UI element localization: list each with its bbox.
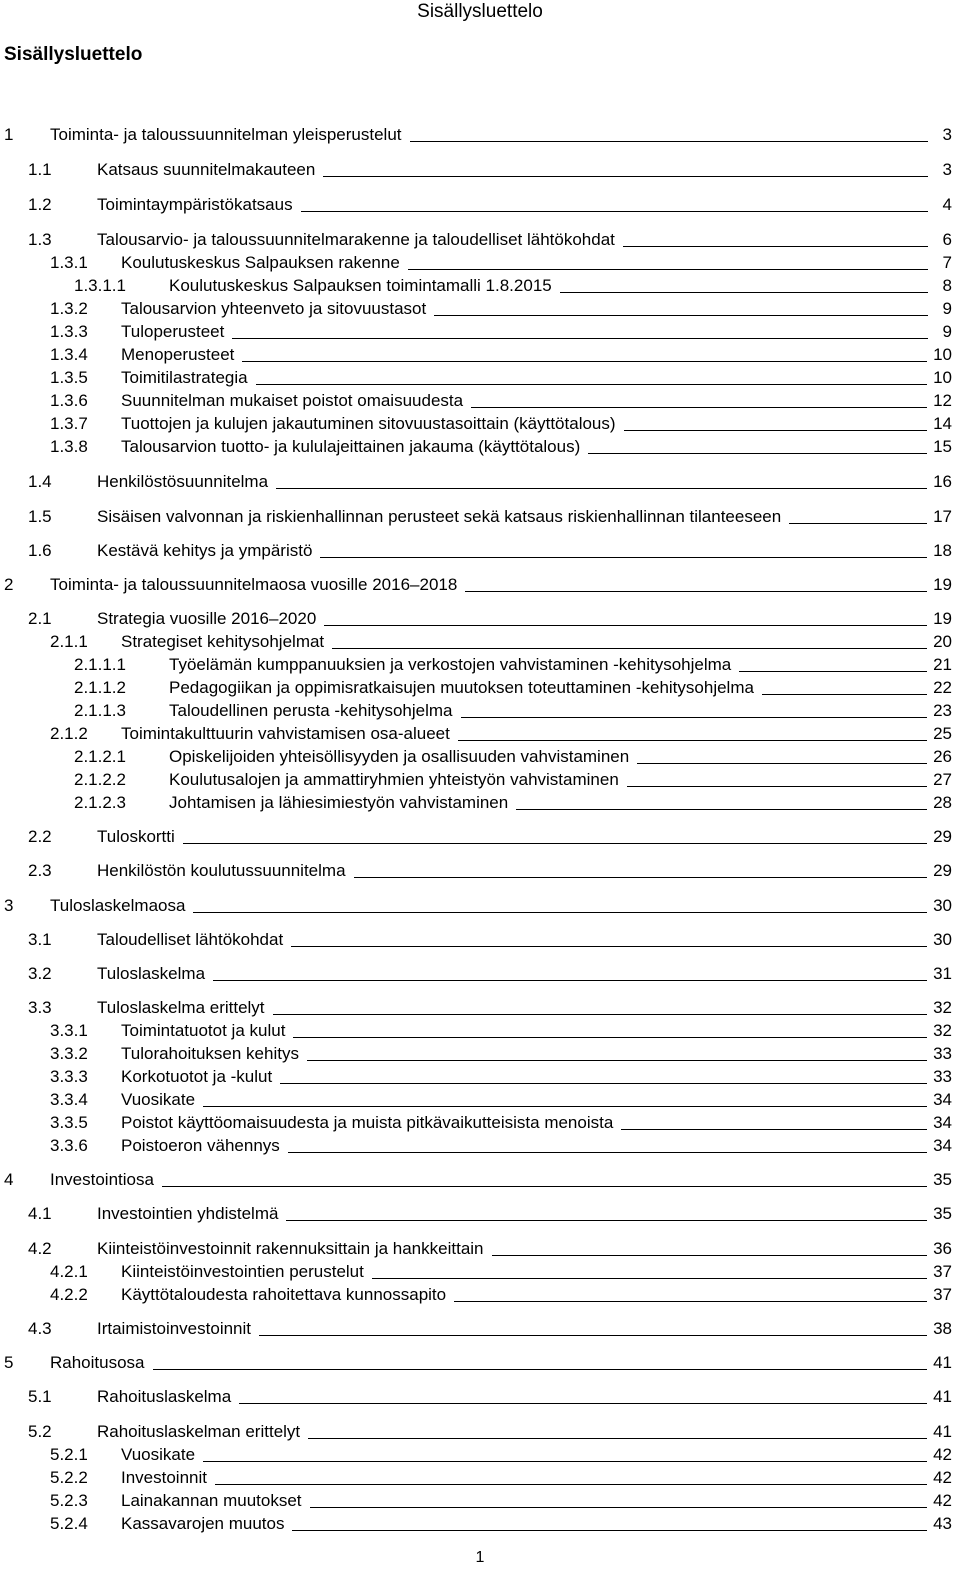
page-header-title: Sisällysluettelo	[417, 1, 543, 22]
toc-entry-page: 42	[933, 1468, 952, 1487]
toc-leader-line	[301, 211, 928, 212]
toc-entry-title: Toimintaympäristökatsaus	[97, 195, 293, 214]
toc-entry[interactable]	[28, 1317, 952, 1339]
toc-entry-page: 35	[933, 1204, 952, 1223]
toc-entry[interactable]	[28, 228, 952, 250]
toc-leader-line	[623, 246, 928, 247]
toc-entry-title: Sisäisen valvonnan ja riskienhallinnan perusteet sekä katsaus riskienhallinnan tilanteeseen	[97, 507, 782, 526]
toc-leader-line	[193, 912, 927, 913]
toc-entry-title: Kestävä kehitys ja ympäristö	[97, 541, 313, 560]
toc-entry-page: 34	[933, 1090, 952, 1109]
toc-entry[interactable]	[28, 607, 952, 629]
toc-entry-number: 1.3.6	[50, 391, 88, 410]
toc-entry[interactable]	[28, 1420, 952, 1442]
toc-entry-page: 3	[942, 125, 952, 144]
toc-entry[interactable]	[50, 412, 952, 434]
toc-entry-title: Poistot käyttöomaisuudesta ja muista pitkävaikutteisista menoista	[121, 1113, 614, 1132]
toc-entry-number: 1.2	[28, 195, 52, 214]
toc-entry-number: 2.3	[28, 861, 52, 880]
toc-entry-page: 26	[933, 747, 952, 766]
toc-entry-page: 38	[933, 1319, 952, 1338]
toc-entry-title: Pedagogiikan ja oppimisratkaisujen muutoksen toteuttaminen -kehitysohjelma	[169, 678, 754, 697]
toc-entry-page: 41	[933, 1422, 952, 1441]
toc-entry[interactable]	[50, 1065, 952, 1087]
toc-entry-page: 21	[933, 655, 952, 674]
toc-entry-page: 10	[933, 345, 952, 364]
toc-entry[interactable]	[50, 251, 952, 273]
toc-leader-line	[465, 591, 927, 592]
toc-entry-page: 6	[942, 230, 952, 249]
toc-entry-title: Strategia vuosille 2016–2020	[97, 609, 317, 628]
toc-entry[interactable]	[50, 320, 952, 342]
toc-leader-line	[471, 407, 927, 408]
toc-entry[interactable]	[74, 791, 952, 813]
toc-entry-page: 3	[942, 160, 952, 179]
toc-entry-page: 41	[933, 1353, 952, 1372]
toc-entry[interactable]	[28, 158, 952, 180]
toc-entry[interactable]	[50, 1283, 952, 1305]
toc-entry-title: Tuloslaskelma erittelyt	[97, 998, 265, 1017]
toc-entry-title: Vuosikate	[121, 1445, 196, 1464]
toc-entry-page: 12	[933, 391, 952, 410]
toc-entry[interactable]	[74, 699, 952, 721]
toc-entry-number: 1.3.4	[50, 345, 88, 364]
toc-entry-number: 3.3.1	[50, 1021, 88, 1040]
toc-entry[interactable]	[50, 1019, 952, 1041]
toc-entry[interactable]	[50, 630, 952, 652]
toc-entry-number: 1.5	[28, 507, 52, 526]
toc-leader-line	[310, 1507, 928, 1508]
toc-entry-number: 3.3.5	[50, 1113, 88, 1132]
toc-leader-line	[256, 384, 927, 385]
toc-leader-line	[637, 763, 927, 764]
toc-entry-page: 32	[933, 1021, 952, 1040]
toc-entry[interactable]	[28, 996, 952, 1018]
toc-entry-number: 2.1.1	[50, 632, 88, 651]
toc-entry-title: Rahoituslaskelma	[97, 1387, 232, 1406]
toc-entry-page: 8	[942, 276, 952, 295]
toc-entry-title: Toimintatuotot ja kulut	[121, 1021, 286, 1040]
toc-entry-title: Henkilöstön koulutussuunnitelma	[97, 861, 346, 880]
toc-leader-line	[242, 361, 927, 362]
toc-entry-page: 28	[933, 793, 952, 812]
toc-entry[interactable]	[4, 573, 952, 595]
toc-entry-number: 5	[4, 1353, 14, 1372]
toc-leader-line	[789, 523, 927, 524]
toc-entry-page: 15	[933, 437, 952, 456]
toc-heading: Sisällysluettelo	[4, 44, 143, 65]
toc-entry-title: Koulutuskeskus Salpauksen rakenne	[121, 253, 400, 272]
toc-entry-page: 34	[933, 1136, 952, 1155]
toc-entry[interactable]	[50, 297, 952, 319]
toc-leader-line	[291, 946, 927, 947]
toc-entry-title: Talousarvion yhteenveto ja sitovuustasot	[121, 299, 427, 318]
toc-entry-title: Vuosikate	[121, 1090, 196, 1109]
toc-entry[interactable]	[74, 745, 952, 767]
toc-leader-line	[239, 1403, 927, 1404]
toc-entry-page: 35	[933, 1170, 952, 1189]
toc-entry-number: 3.2	[28, 964, 52, 983]
toc-entry-title: Toiminta- ja taloussuunnitelmaosa vuosille 2016–2018	[50, 575, 458, 594]
toc-leader-line	[293, 1037, 927, 1038]
toc-entry[interactable]	[28, 539, 952, 561]
toc-entry-page: 33	[933, 1067, 952, 1086]
toc-entry-number: 4.1	[28, 1204, 52, 1223]
toc-entry-title: Toiminta- ja taloussuunnitelman yleisperustelut	[50, 125, 402, 144]
toc-entry-page: 23	[933, 701, 952, 720]
toc-entry-number: 2.1.1.3	[74, 701, 126, 720]
toc-entry-page: 4	[942, 195, 952, 214]
toc-entry[interactable]	[74, 274, 952, 296]
toc-entry-title: Talousarvio- ja taloussuunnitelmarakenne ja taloudelliset lähtökohdat	[97, 230, 615, 249]
toc-entry-title: Kassavarojen muutos	[121, 1514, 285, 1533]
toc-entry[interactable]	[4, 1351, 952, 1373]
toc-entry[interactable]	[50, 1042, 952, 1064]
toc-entry-title: Opiskelijoiden yhteisöllisyyden ja osallisuuden vahvistaminen	[169, 747, 630, 766]
toc-leader-line	[213, 980, 927, 981]
toc-leader-line	[307, 1060, 927, 1061]
toc-entry[interactable]	[28, 193, 952, 215]
toc-entry-page: 41	[933, 1387, 952, 1406]
toc-entry[interactable]	[50, 1443, 952, 1465]
toc-entry[interactable]	[28, 505, 952, 527]
toc-leader-line	[434, 315, 928, 316]
toc-entry[interactable]	[50, 722, 952, 744]
toc-entry-title: Rahoitusosa	[50, 1353, 145, 1372]
toc-entry-page: 19	[933, 575, 952, 594]
toc-entry-number: 1.4	[28, 472, 52, 491]
toc-entry-page: 42	[933, 1491, 952, 1510]
toc-entry-title: Toimitilastrategia	[121, 368, 248, 387]
toc-leader-line	[273, 1014, 928, 1015]
toc-entry-number: 5.2.3	[50, 1491, 88, 1510]
toc-leader-line	[259, 1335, 927, 1336]
toc-leader-line	[354, 877, 928, 878]
toc-entry-page: 9	[942, 299, 952, 318]
toc-entry-number: 1.3.2	[50, 299, 88, 318]
toc-leader-line	[308, 1438, 927, 1439]
toc-entry-number: 2.1.1.1	[74, 655, 126, 674]
toc-entry[interactable]	[74, 653, 952, 675]
toc-leader-line	[203, 1106, 927, 1107]
toc-entry-page: 32	[933, 998, 952, 1017]
toc-leader-line	[739, 671, 927, 672]
toc-entry-page: 17	[933, 507, 952, 526]
toc-leader-line	[203, 1461, 927, 1462]
toc-entry-page: 14	[933, 414, 952, 433]
toc-entry-number: 2.1.2	[50, 724, 88, 743]
toc-entry-title: Johtamisen ja lähiesimiestyön vahvistaminen	[169, 793, 509, 812]
toc-entry-title: Tulorahoituksen kehitys	[121, 1044, 299, 1063]
toc-leader-line	[621, 1129, 927, 1130]
toc-entry[interactable]	[74, 676, 952, 698]
toc-entry-page: 25	[933, 724, 952, 743]
toc-entry-title: Rahoituslaskelman erittelyt	[97, 1422, 301, 1441]
toc-entry[interactable]	[50, 1111, 952, 1133]
toc-entry[interactable]	[50, 1134, 952, 1156]
toc-entry-title: Talousarvion tuotto- ja kululajeittainen jakauma (käyttötalous)	[121, 437, 581, 456]
toc-entry-number: 3.3.3	[50, 1067, 88, 1086]
toc-entry-page: 31	[933, 964, 952, 983]
toc-entry-number: 2.1.1.2	[74, 678, 126, 697]
toc-entry-page: 16	[933, 472, 952, 491]
toc-entry-page: 33	[933, 1044, 952, 1063]
toc-entry-page: 22	[933, 678, 952, 697]
toc-entry-title: Tuottojen ja kulujen jakautuminen sitovuustasoittain (käyttötalous)	[121, 414, 616, 433]
toc-leader-line	[408, 269, 928, 270]
toc-entry-number: 5.1	[28, 1387, 52, 1406]
toc-entry[interactable]	[4, 894, 952, 916]
toc-leader-line	[320, 557, 927, 558]
toc-entry-title: Katsaus suunnitelmakauteen	[97, 160, 316, 179]
toc-leader-line	[588, 453, 927, 454]
toc-entry-title: Taloudellinen perusta -kehitysohjelma	[169, 701, 453, 720]
toc-entry-number: 1.3.3	[50, 322, 88, 341]
toc-entry[interactable]	[28, 825, 952, 847]
toc-entry-number: 3.3.4	[50, 1090, 88, 1109]
toc-entry-title: Investoinnit	[121, 1468, 207, 1487]
toc-entry-page: 43	[933, 1514, 952, 1533]
toc-entry-page: 10	[933, 368, 952, 387]
page-number: 1	[475, 1549, 485, 1566]
toc-entry-page: 20	[933, 632, 952, 651]
toc-entry-page: 9	[942, 322, 952, 341]
toc-leader-line	[372, 1278, 927, 1279]
toc-entry-number: 2.2	[28, 827, 52, 846]
toc-entry[interactable]	[50, 1088, 952, 1110]
toc-leader-line	[762, 694, 927, 695]
toc-entry-title: Lainakannan muutokset	[121, 1491, 302, 1510]
toc-entry-number: 1	[4, 125, 14, 144]
toc-entry-number: 2	[4, 575, 14, 594]
toc-entry-number: 5.2	[28, 1422, 52, 1441]
toc-leader-line	[292, 1530, 927, 1531]
toc-leader-line	[162, 1186, 927, 1187]
toc-entry-page: 29	[933, 827, 952, 846]
toc-entry-title: Irtaimistoinvestoinnit	[97, 1319, 252, 1338]
toc-entry-title: Korkotuotot ja -kulut	[121, 1067, 273, 1086]
toc-entry-title: Tuloslaskelmaosa	[50, 896, 186, 915]
toc-entry-title: Koulutusalojen ja ammattiryhmien yhteistyön vahvistaminen	[169, 770, 619, 789]
toc-entry-page: 30	[933, 930, 952, 949]
toc-leader-line	[153, 1369, 928, 1370]
toc-entry-page: 18	[933, 541, 952, 560]
toc-entry-title: Tuloperusteet	[121, 322, 225, 341]
toc-entry-page: 19	[933, 609, 952, 628]
toc-entry-page: 36	[933, 1239, 952, 1258]
toc-leader-line	[454, 1301, 927, 1302]
toc-leader-line	[461, 717, 928, 718]
toc-entry[interactable]	[50, 343, 952, 365]
toc-entry-number: 1.3	[28, 230, 52, 249]
toc-leader-line	[492, 1255, 928, 1256]
toc-entry[interactable]	[28, 962, 952, 984]
toc-entry-number: 4.3	[28, 1319, 52, 1338]
toc-entry-number: 1.3.7	[50, 414, 88, 433]
toc-entry[interactable]	[28, 1202, 952, 1224]
toc-entry-number: 4.2.1	[50, 1262, 88, 1281]
toc-entry[interactable]	[28, 1237, 952, 1259]
toc-leader-line	[286, 1220, 927, 1221]
toc-entry[interactable]	[28, 1385, 952, 1407]
toc-entry-title: Poistoeron vähennys	[121, 1136, 280, 1155]
toc-entry[interactable]	[50, 366, 952, 388]
toc-entry[interactable]	[50, 389, 952, 411]
toc-entry-title: Taloudelliset lähtökohdat	[97, 930, 284, 949]
toc-entry-number: 4.2	[28, 1239, 52, 1258]
toc-entry[interactable]	[50, 1260, 952, 1282]
toc-entry-title: Henkilöstösuunnitelma	[97, 472, 269, 491]
toc-entry-title: Kiinteistöinvestointien perustelut	[121, 1262, 364, 1281]
toc-leader-line	[627, 786, 927, 787]
toc-entry-number: 1.3.1.1	[74, 276, 126, 295]
toc-entry-title: Strategiset kehitysohjelmat	[121, 632, 325, 651]
toc-entry-number: 3.3	[28, 998, 52, 1017]
toc-entry-number: 1.3.1	[50, 253, 88, 272]
toc-entry[interactable]	[4, 1168, 952, 1190]
toc-entry-title: Käyttötaloudesta rahoitettava kunnossapito	[121, 1285, 447, 1304]
toc-entry[interactable]	[74, 768, 952, 790]
toc-leader-line	[324, 625, 927, 626]
toc-entry-number: 2.1.2.3	[74, 793, 126, 812]
toc-entry-number: 4	[4, 1170, 14, 1189]
toc-entry-title: Kiinteistöinvestoinnit rakennuksittain ja hankkeittain	[97, 1239, 484, 1258]
toc-leader-line	[183, 843, 927, 844]
toc-entry-page: 27	[933, 770, 952, 789]
toc-leader-line	[288, 1152, 927, 1153]
toc-entry-number: 5.2.1	[50, 1445, 88, 1464]
toc-entry-number: 2.1	[28, 609, 52, 628]
toc-entry-number: 1.1	[28, 160, 52, 179]
toc-entry-number: 3	[4, 896, 14, 915]
toc-entry-page: 7	[942, 253, 952, 272]
toc-leader-line	[215, 1484, 927, 1485]
toc-entry[interactable]	[50, 435, 952, 457]
toc-entry[interactable]	[28, 928, 952, 950]
toc-entry-title: Toimintakulttuurin vahvistamisen osa-alueet	[121, 724, 450, 743]
toc-entry-number: 3.3.6	[50, 1136, 88, 1155]
toc-entry-number: 3.1	[28, 930, 52, 949]
toc-entry-title: Tuloskortti	[97, 827, 175, 846]
toc-leader-line	[280, 1083, 927, 1084]
toc-entry-page: 34	[933, 1113, 952, 1132]
toc-entry[interactable]	[28, 859, 952, 881]
toc-entry-number: 2.1.2.2	[74, 770, 126, 789]
toc-entry-title: Menoperusteet	[121, 345, 235, 364]
toc-entry[interactable]	[28, 470, 952, 492]
toc-leader-line	[332, 648, 927, 649]
toc-entry[interactable]	[50, 1489, 952, 1511]
toc-leader-line	[516, 809, 927, 810]
toc-entry-number: 2.1.2.1	[74, 747, 126, 766]
toc-entry-title: Suunnitelman mukaiset poistot omaisuudesta	[121, 391, 464, 410]
toc-entry-number: 1.3.5	[50, 368, 88, 387]
toc-entry[interactable]	[4, 123, 952, 145]
toc-entry-number: 1.3.8	[50, 437, 88, 456]
toc-leader-line	[624, 430, 928, 431]
toc-entry-page: 29	[933, 861, 952, 880]
toc-entry-number: 3.3.2	[50, 1044, 88, 1063]
toc-entry-title: Tuloslaskelma	[97, 964, 206, 983]
toc-leader-line	[232, 338, 928, 339]
toc-leader-line	[458, 740, 927, 741]
toc-entry[interactable]	[50, 1512, 952, 1534]
toc-entry-page: 42	[933, 1445, 952, 1464]
toc-entry-page: 30	[933, 896, 952, 915]
toc-entry-number: 4.2.2	[50, 1285, 88, 1304]
toc-entry-title: Investointien yhdistelmä	[97, 1204, 279, 1223]
toc-entry-title: Investointiosa	[50, 1170, 154, 1189]
toc-entry-number: 1.6	[28, 541, 52, 560]
toc-leader-line	[276, 488, 927, 489]
toc-entry-page: 37	[933, 1285, 952, 1304]
toc-leader-line	[560, 292, 928, 293]
toc-leader-line	[323, 176, 928, 177]
toc-entry-title: Työelämän kumppanuuksien ja verkostojen vahvistaminen -kehitysohjelma	[169, 655, 732, 674]
toc-entry[interactable]	[50, 1466, 952, 1488]
toc-leader-line	[410, 141, 928, 142]
toc-entry-number: 5.2.2	[50, 1468, 88, 1487]
toc-entry-number: 5.2.4	[50, 1514, 88, 1533]
toc-entry-page: 37	[933, 1262, 952, 1281]
toc-entry-title: Koulutuskeskus Salpauksen toimintamalli 1.8.2015	[169, 276, 552, 295]
